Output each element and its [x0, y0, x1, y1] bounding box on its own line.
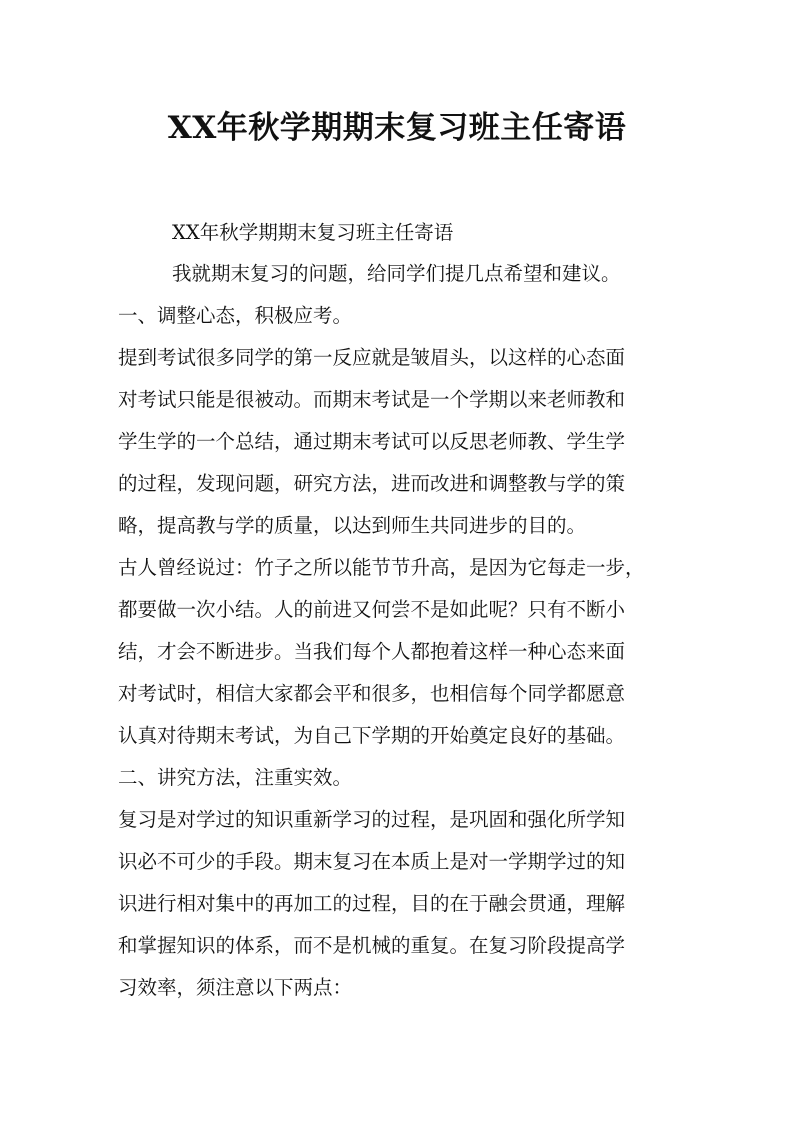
section-heading-2: 二、讲究方法，注重实效。 [118, 766, 353, 789]
paragraph-line: 结，才会不断进步。当我们每个人都抱着这样一种心态来面 [118, 640, 626, 663]
paragraph-line: 都要做一次小结。人的前进又何尝不是如此呢？只有不断小 [118, 598, 626, 621]
document-title: XX年秋学期期末复习班主任寄语 [167, 110, 627, 146]
subtitle-line: XX年秋学期期末复习班主任寄语 [172, 221, 454, 244]
paragraph-line: 的过程，发现问题，研究方法，进而改进和调整教与学的策 [118, 472, 626, 495]
paragraph-line: 认真对待期末考试，为自己下学期的开始奠定良好的基础。 [118, 724, 626, 747]
paragraph-line: 对考试时，相信大家都会平和很多，也相信每个同学都愿意 [118, 682, 626, 705]
paragraph-line: 学生学的一个总结，通过期末考试可以反思老师教、学生学 [118, 430, 626, 453]
paragraph-line: 和掌握知识的体系，而不是机械的重复。在复习阶段提高学 [118, 934, 626, 957]
paragraph-line: 提到考试很多同学的第一反应就是皱眉头，以这样的心态面 [118, 346, 626, 369]
paragraph-line: 习效率，须注意以下两点： [118, 976, 353, 999]
paragraph-line: 古人曾经说过：竹子之所以能节节升高，是因为它每走一步， [118, 556, 645, 579]
paragraph-line: 识必不可少的手段。期末复习在本质上是对一学期学过的知 [118, 850, 626, 873]
intro-line: 我就期末复习的问题，给同学们提几点希望和建议。 [172, 262, 621, 285]
paragraph-line: 复习是对学过的知识重新学习的过程，是巩固和强化所学知 [118, 808, 626, 831]
section-heading-1: 一、调整心态，积极应考。 [118, 304, 353, 327]
paragraph-line: 识进行相对集中的再加工的过程，目的在于融会贯通，理解 [118, 892, 626, 915]
paragraph-line: 对考试只能是很被动。而期末考试是一个学期以来老师教和 [118, 388, 626, 411]
paragraph-line: 略，提高教与学的质量，以达到师生共同进步的目的。 [118, 514, 587, 537]
